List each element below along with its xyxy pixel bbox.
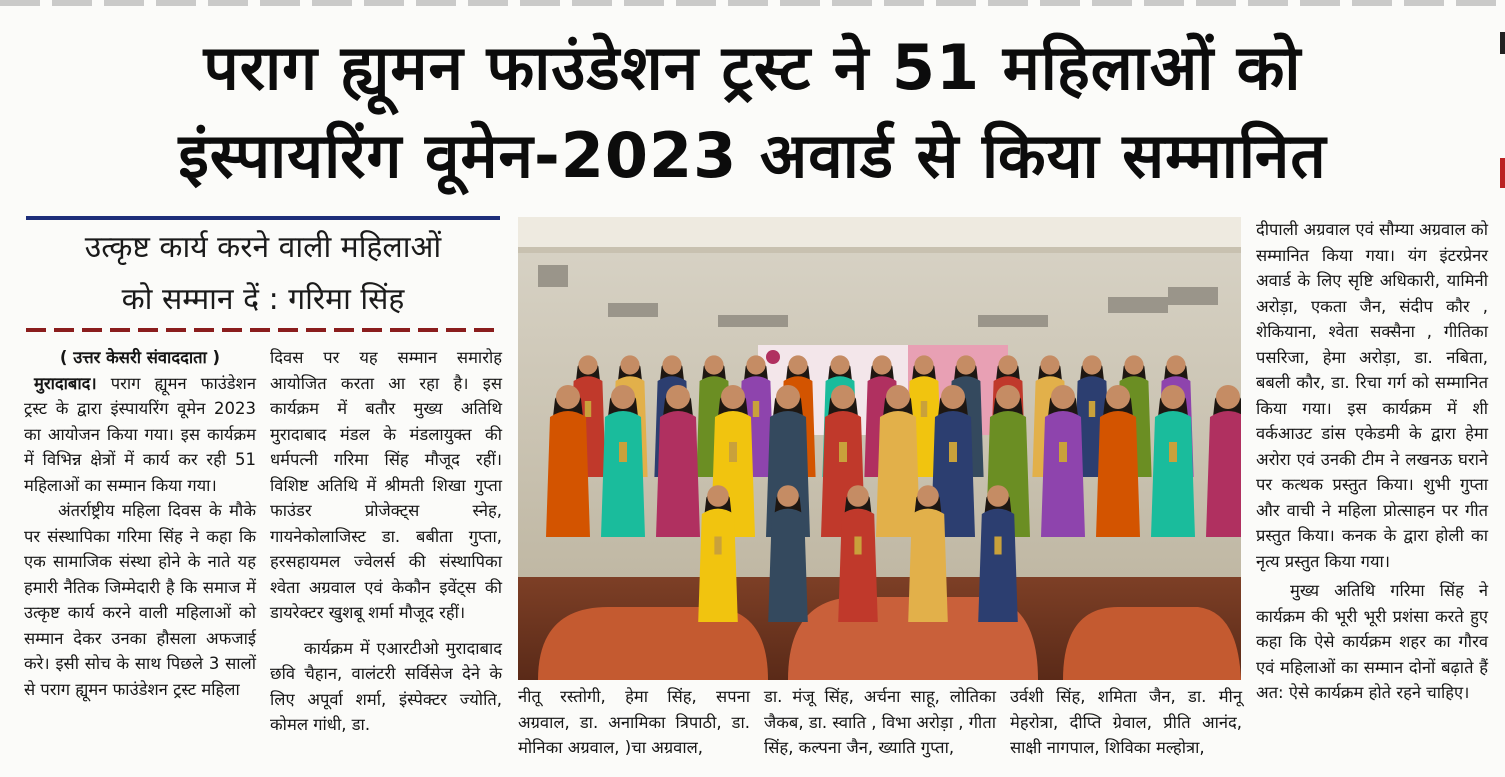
subheadline-bottom-rule xyxy=(26,328,500,332)
column-2 xyxy=(270,345,502,738)
paragraph: कार्यक्रम में एआरटीओ मुरादाबाद छवि चैहान, वालंटरी सर्विसेज देने के लिए अपूर्वा शर्मा, इंस्पेक्टर ज्योति, कोमल गांधी, डा. xyxy=(270,638,502,734)
paragraph: मुख्य अतिथि गरिमा सिंह ने कार्यक्रम की भूरी भूरी प्रशंसा करते हुए कहा कि ऐसे कार्यक्रम शहर का गौरव एवं महिलाओं का सम्मान दोनों बढ़ाते हैं अत: ऐसे कार्यक्रम होते रहने चाहिए। xyxy=(1256,581,1488,702)
clipped-text-strip xyxy=(0,0,1505,6)
headline-line-2: इंस्पायरिंग वूमेन-2023 अवार्ड से किया सम्मानित xyxy=(178,119,1327,192)
photo-caption-2: डा. मंजू सिंह, अर्चना साहू, लोतिका जैकब, डा. स्वाति , विभा अरोड़ा , गीता सिंह, कल्पना जैन, ख्याति गुप्ता, xyxy=(764,687,996,757)
group-photo-illustration xyxy=(518,217,1241,680)
paragraph: अंतर्राष्ट्रीय महिला दिवस के मौके पर संस्थापिका गरिमा सिंह ने कहा कि एक सामाजिक संस्था होने के नाते यह हमारी नैतिक जिम्मेदारी है कि समाज में उत्कृष्ट कार्य करने वाली महिलाओं को सम्मान देकर उनका हौसला अफजाई करे। इसी सोच के साथ पिछले 3 सालों से पराग ह्यूमन फाउंडेशन ट्रस्ट महिला xyxy=(24,501,256,699)
headline-line-1: पराग ह्यूमन फाउंडेशन ट्रस्ट ने 51 महिलाओं को xyxy=(203,31,1302,104)
subheadline-line-1: उत्कृष्ट कार्य करने वाली महिलाओं xyxy=(84,230,442,265)
subheadline-line-2: को सम्मान दें : गरिमा सिंह xyxy=(121,282,405,317)
photo-caption-3: उर्वशी सिंह, शमिता जैन, डा. मीनू मेहरोत्रा, दीप्ति ग्रेवाल, प्रीति आनंद, साक्षी नागपाल, शिविका मल्होत्रा, xyxy=(1010,687,1242,757)
column-1 xyxy=(24,345,256,702)
byline: ( उत्तर केसरी संवाददाता ) xyxy=(59,348,221,367)
paragraph xyxy=(24,371,256,499)
column-4 xyxy=(1256,217,1488,706)
photo-caption-1: नीतू रस्तोगी, हेमा सिंह, सपना अग्रवाल, डा. अनामिका त्रिपाठी, डा. मोनिका अग्रवाल, )चा अग्रवाल, xyxy=(518,687,750,757)
dateline: मुरादाबाद। xyxy=(34,373,97,393)
paragraph: दिवस पर यह सम्मान समारोह आयोजित करता आ रहा है। इस कार्यक्रम में बतौर मुख्य अतिथि मुरादाबाद मंडल के मंडलायुक्त की धर्मपत्नी गरिमा सिंह मौजूद रहीं। विशिष्ट अतिथि में श्रीमती शिखा गुप्ता फाउंडर प्रोजेक्ट्स स्नेह, गायनेकोलाजिस्ट डा. बबीता गुप्ता, हरसहायमल ज्वेलर्स की संस्थापिका श्वेता अग्रवाल एवं केकौन इवेंट्स की डायरेक्टर खुशबू शर्मा मौजूद रहीं। xyxy=(270,348,502,622)
group-photo xyxy=(518,217,1241,680)
paragraph: दीपाली अग्रवाल एवं सौम्या अग्रवाल को सम्मानित किया गया। यंग इंटरप्रेनर अवार्ड के लिए सृष्टि अधिकारी, यामिनी अरोड़ा, एकता जैन, संदीप कौर , शेकियाना, श्वेता सक्सैना , गीतिका पसरिजा, हेमा अरोड़ा, डा. नबिता, बबली कौर, डा. रिचा गर्ग को सम्मानित किया गया। इस कार्यक्रम में शी वर्कआउट डांस एकेडमी के द्वारा हेमा अरोरा एवं उनकी टीम ने लखनऊ घराने पर कत्थक प्रस्तुत किया। शुभी गुप्ता और वाची ने महिला प्रोत्साहन पर गीत प्रस्तुत किया। कनक के द्वारा होली का नृत्य प्रस्तुत किया गया। xyxy=(1256,220,1488,571)
paragraph-text: पराग ह्यूमन फाउंडेशन ट्रस्ट के द्वारा इंस्पायरिंग वूमेन 2023 का आयोजन किया गया। इस कार्यक्रम में विभिन्न क्षेत्रों में कार्य कर रही 51 महिलाओं का सम्मान किया गया। xyxy=(24,373,256,495)
page-edge-mark xyxy=(1500,32,1505,54)
page-edge-mark xyxy=(1500,158,1505,188)
subheadline-top-rule xyxy=(26,216,500,220)
